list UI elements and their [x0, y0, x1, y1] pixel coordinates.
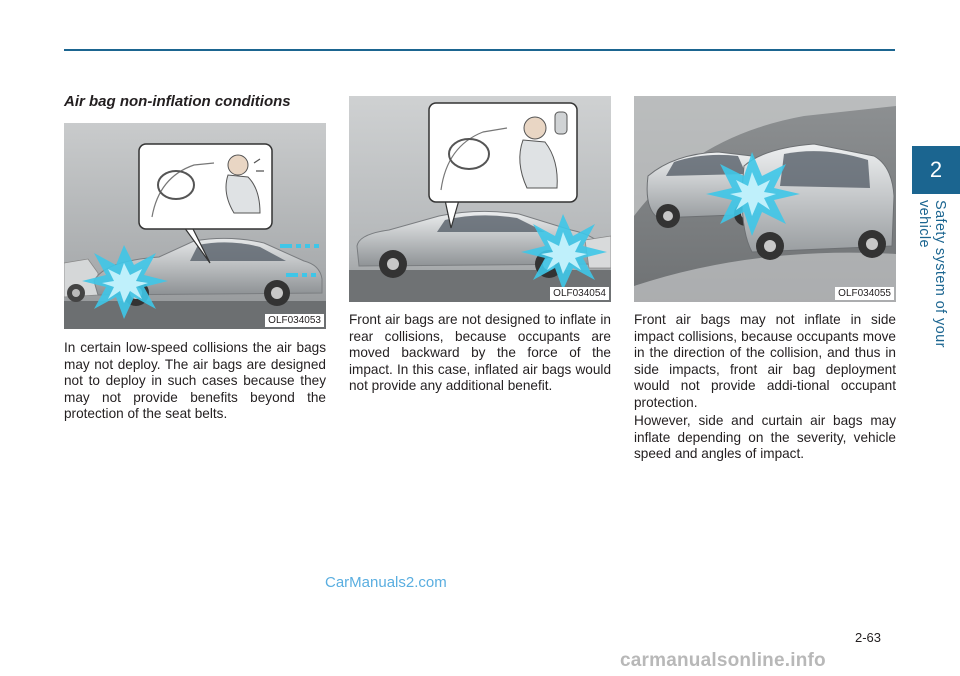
footer-site: carmanualsonline.info: [620, 650, 826, 671]
chapter-tab: [912, 146, 960, 194]
figure-low-speed-collision: [64, 123, 326, 329]
figure-side-impact-collision: [634, 96, 896, 302]
figure-code: OLF034055: [835, 287, 894, 300]
section-heading: Air bag non-inflation conditions: [64, 93, 291, 110]
low-speed-collision-illustration: [64, 123, 326, 329]
side-impact-text: Front air bags may not inflate in side impact collisions, because occupants move in the direction of the collision, and thus in side impacts, front air bag deployment would not provide addi-tional occupant protection.: [634, 312, 896, 410]
figure-code: OLF034053: [265, 314, 324, 327]
figure-rear-collision: [349, 96, 611, 302]
side-curtain-airbag-text: However, side and curtain air bags may inflate depending on the severity, vehicle speed and angles of impact.: [634, 413, 896, 462]
chapter-title: Safety system of your vehicle: [916, 200, 948, 348]
page-number: 2-63: [855, 630, 882, 645]
watermark: CarManuals2.com: [325, 574, 447, 591]
figure-code: OLF034054: [550, 287, 609, 300]
chapter-number: 2: [929, 157, 943, 182]
rear-collision-text: Front air bags are not designed to inflate in rear collisions, because occupants are moved backward by the force of the impact. In this case, inflated air bags would not provide any additional benefit.: [349, 312, 611, 394]
top-rule: [64, 49, 895, 51]
low-speed-collision-text: In certain low-speed collisions the air bags may not deploy. The air bags are designed not to deploy in such cases because they may not provide benefits beyond the protection of the seat belts.: [64, 340, 326, 422]
rear-collision-illustration: [349, 96, 611, 302]
side-impact-collision-illustration: [634, 96, 896, 302]
